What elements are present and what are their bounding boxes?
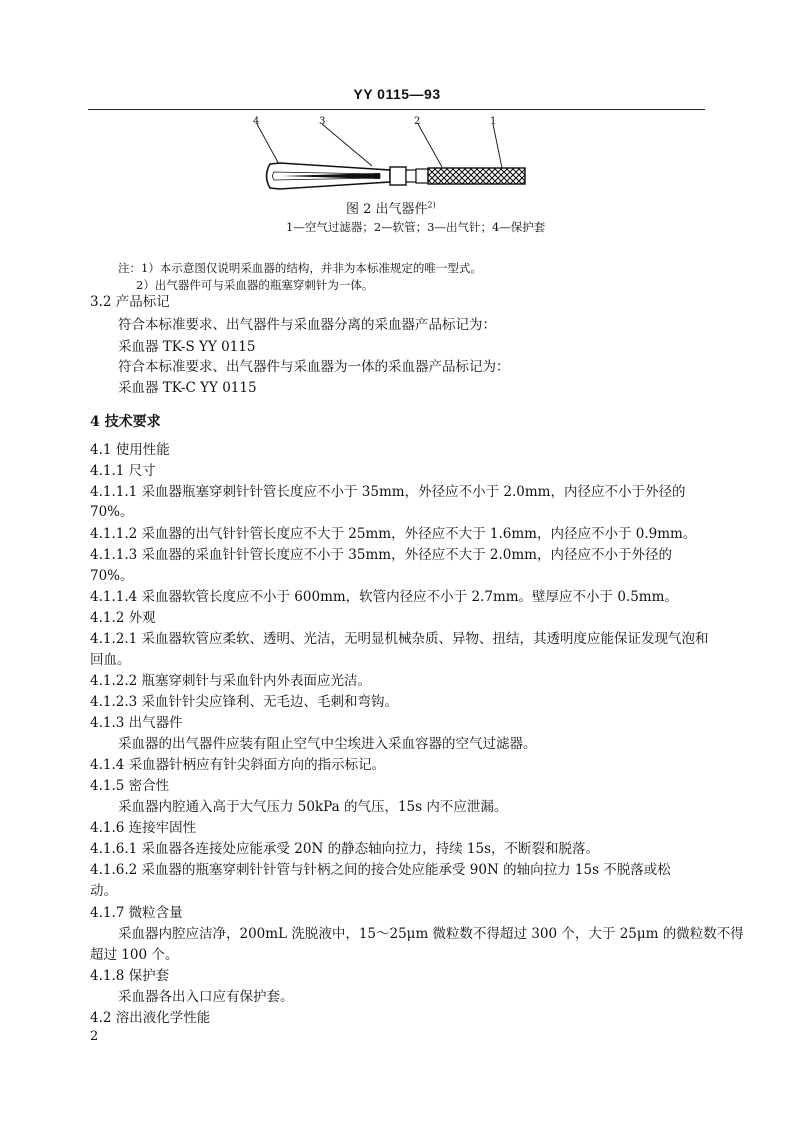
figure-caption-text: 图 2 出气器件 [346, 202, 428, 217]
clause-4-1-5: 采血器内腔通入高于大气压力 50kPa 的气压，15s 内不应泄漏。 [118, 799, 508, 815]
section-4-1-3-heading: 4.1.3 出气器件 [90, 715, 183, 731]
clause-4-1-1-1-line-2: 70%。 [90, 504, 134, 520]
soft-tube [416, 169, 428, 183]
clause-4-1-2-2: 4.1.2.2 瓶塞穿刺针与采血针内外表面应光洁。 [90, 673, 372, 689]
clause-4-1-1-3-line-2: 70%。 [90, 568, 134, 584]
callout-2: 2 [414, 116, 421, 127]
standard-number: YY 0115—93 [353, 86, 441, 102]
clause-4-1-7-line-1: 采血器内腔应洁净，200mL 洗脱液中，15～25μm 微粒数不得超过 300 个，大于 25μm 的微粒数不得 [118, 926, 744, 942]
needle-hub [390, 167, 406, 185]
callout-4: 4 [253, 116, 260, 127]
section-4-1-1-heading: 4.1.1 尺寸 [90, 463, 156, 479]
clause-4-1-1-3-line-1: 4.1.1.3 采血器的采血针针管长度应不小于 35mm，外径应不大于 2.0mm，内径应不小于外径的 [90, 547, 672, 563]
section-4-1-6-heading: 4.1.6 连接牢固性 [90, 820, 197, 836]
section-3-2-heading: 3.2 产品标记 [90, 294, 170, 310]
callout-3: 3 [319, 116, 326, 127]
callout-1-leader [493, 124, 502, 168]
section-4-1-2-heading: 4.1.2 外观 [90, 610, 156, 626]
section-3-2-para-1: 符合本标准要求、出气器件与采血器分离的采血器产品标记为： [118, 317, 496, 333]
callout-2-leader [418, 124, 442, 167]
air-filter [428, 168, 525, 184]
header-rule [88, 109, 705, 110]
clause-4-1-8: 采血器各出入口应有保护套。 [118, 989, 294, 1005]
section-4-1-8-heading: 4.1.8 保护套 [90, 968, 170, 984]
section-3-2-mark-c: 采血器 TK-C YY 0115 [118, 380, 257, 396]
clause-4-1-1-2: 4.1.1.2 采血器的出气针针管长度应不大于 25mm，外径应不大于 1.6mm，内径应不小于 0.9mm。 [90, 526, 697, 542]
clause-4-1-7-line-2: 超过 100 个。 [90, 947, 179, 963]
section-4-1-7-heading: 4.1.7 微粒含量 [90, 905, 183, 921]
callout-1: 1 [490, 116, 497, 127]
clause-4-1-2-3: 4.1.2.3 采血针针尖应锋利、无毛边、毛刺和弯钩。 [90, 694, 399, 710]
clause-4-1-2-1-line-1: 4.1.2.1 采血器软管应柔软、透明、光洁，无明显机械杂质、异物、扭结，其透明度应能保证发现气泡和 [90, 631, 709, 647]
clause-4-1-6-2-line-2: 动。 [90, 883, 117, 899]
clause-4-1-6-1: 4.1.6.1 采血器各连接处应能承受 20N 的静态轴向拉力，持续 15s，不断裂和脱落。 [90, 841, 599, 857]
callout-3-leader [322, 124, 372, 166]
note-1: 注：1）本示意图仅说明采血器的结构，并非为本标准规定的唯一型式。 [118, 261, 482, 275]
page-number: 2 [90, 1029, 99, 1044]
section-3-2-para-2: 符合本标准要求、出气器件与采血器为一体的采血器产品标记为： [118, 359, 510, 375]
section-4-2-heading: 4.2 溶出液化学性能 [90, 1010, 211, 1026]
clause-4-1-1-4: 4.1.1.4 采血器软管长度应不小于 600mm，软管内径应不小于 2.7mm。壁厚应不小于 0.5mm。 [90, 589, 678, 605]
section-3-2-mark-s: 采血器 TK-S YY 0115 [118, 339, 256, 355]
figure-caption [346, 198, 436, 217]
figure-legend: 1—空气过滤器；2—软管；3—出气针；4—保护套 [286, 220, 546, 234]
clause-4-1-6-2-line-1: 4.1.6.2 采血器的瓶塞穿刺针针管与针柄之间的接合处应能承受 90N 的轴向拉力 15s 不脱落或松 [90, 862, 671, 878]
note-2: 2）出气器件可与采血器的瓶塞穿刺针为一体。 [136, 278, 374, 292]
section-4-1-heading: 4.1 使用性能 [90, 442, 170, 458]
clause-4-1-4: 4.1.4 采血器针柄应有针尖斜面方向的指示标记。 [90, 757, 386, 773]
section-4-1-5-heading: 4.1.5 密合性 [90, 778, 170, 794]
callout-4-leader [257, 124, 280, 166]
clause-4-1-2-1-line-2: 回血。 [90, 652, 131, 668]
clause-4-1-1-1-line-1: 4.1.1.1 采血器瓶塞穿刺针针管长度应不小于 35mm，外径应不小于 2.0mm，内径应不小于外径的 [90, 484, 686, 500]
section-4-heading: 4 技术要求 [90, 414, 161, 430]
clause-4-1-3: 采血器的出气器件应装有阻止空气中尘埃进入采血容器的空气过滤器。 [118, 736, 537, 752]
figure-caption-footnote-mark: 2) [427, 200, 436, 210]
